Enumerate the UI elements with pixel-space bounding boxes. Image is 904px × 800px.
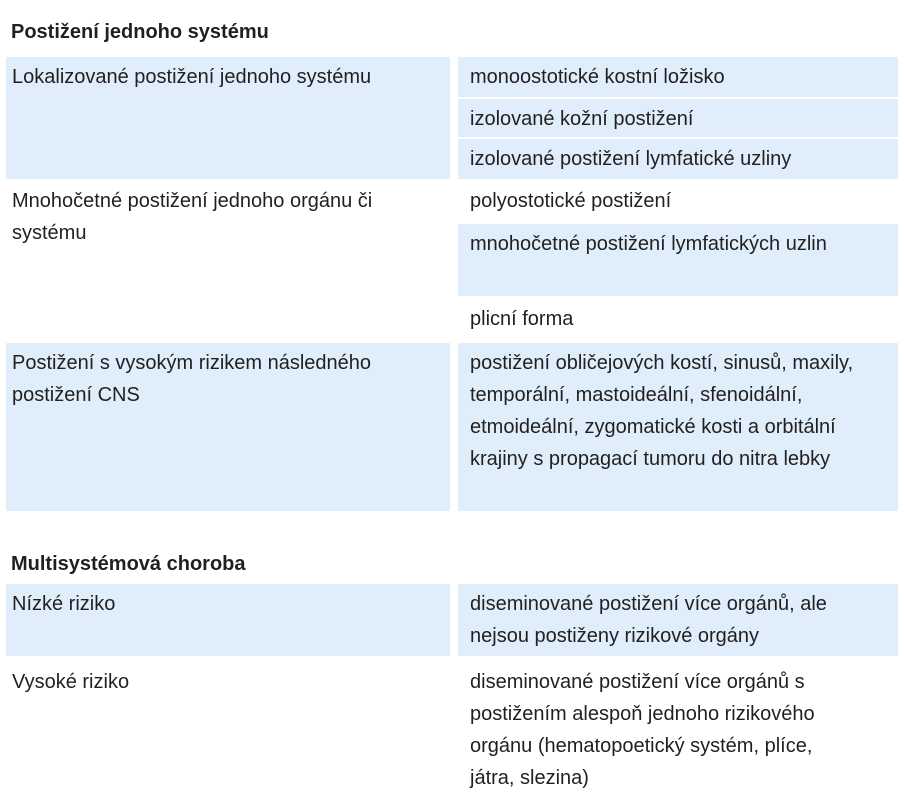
list-item: monoostotické kostní ložisko <box>458 57 898 97</box>
list-item: plicní forma <box>470 308 574 330</box>
row-category: Nízké riziko <box>6 584 450 656</box>
section-title-single-system: Postižení jednoho systému <box>11 21 269 43</box>
list-item: mnohočetné postižení lymfatických uzlin <box>458 224 898 296</box>
list-item: izolované kožní postižení <box>458 99 898 137</box>
table-row <box>6 343 898 511</box>
list-item: polyostotické postižení <box>470 190 672 212</box>
row-category: Vysoké riziko <box>12 671 130 693</box>
table-row <box>6 181 898 341</box>
row-category: Lokalizované postižení jednoho systému <box>6 57 450 179</box>
list-item: izolované postižení lymfatické uzliny <box>458 139 898 179</box>
table-row <box>6 584 898 656</box>
section-title-multisystem: Multisystémová choroba <box>11 553 246 575</box>
row-category: Postižení s vysokým rizikem následného postižení CNS <box>6 343 450 511</box>
list-item: diseminované postižení více orgánů, ale nejsou postiženy rizikové orgány <box>458 584 898 656</box>
table-row <box>6 662 898 798</box>
row-category: Mnohočetné postižení jednoho orgánu či systému <box>12 190 373 244</box>
list-item: diseminované postižení více orgánů s postižením alespoň jednoho rizikového orgánu (hematopoetický systém, plíce, játra, slezina) <box>470 671 815 789</box>
list-item: postižení obličejových kostí, sinusů, maxily, temporální, mastoideální, sfenoidální, etmoideální, zygomatické kosti a orbitální krajiny s propagací tumoru do nitra lebky <box>458 343 898 511</box>
table-row <box>6 57 898 179</box>
